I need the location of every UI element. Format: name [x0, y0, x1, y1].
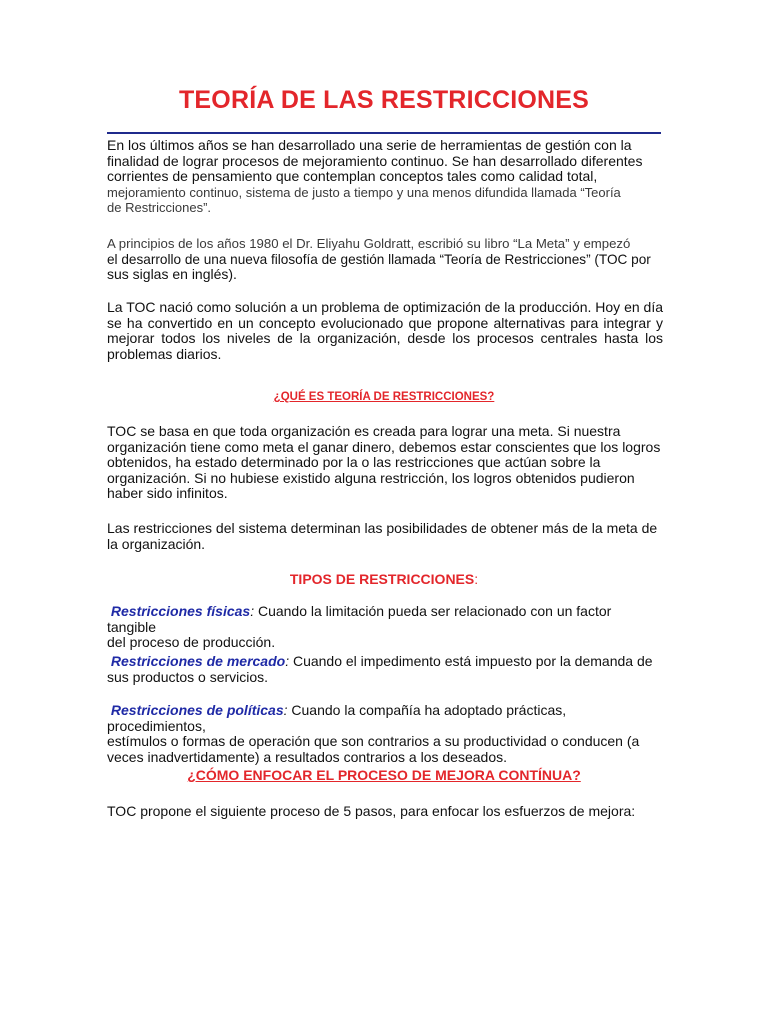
- physical-constraints-line-2: del proceso de producción.: [107, 634, 276, 651]
- policy-constraints-line-2: estímulos o formas de operación que son contrarios a su productividad o conducen (a: [107, 733, 640, 750]
- policy-constraints-line-3: veces inadvertidamente) a resultados contrarios a los deseados.: [107, 748, 507, 765]
- physical-constraints-line-1: [107, 604, 663, 635]
- policy-constraints-label: Restricciones de políticas: [110, 702, 284, 718]
- toc-basis-line-4: organización. Si no hubiese existido alguna restricción, los logros obtenidos pudieron: [107, 469, 635, 486]
- physical-constraints-text: Cuando la limitación pueda ser relacionado con un factor tangible: [107, 603, 612, 635]
- toc-basis-line-2: organización tiene como meta el ganar dinero, debemos estar conscientes que los logros: [107, 438, 661, 455]
- market-constraints-colon: :: [285, 653, 290, 669]
- policy-constraints-text: Cuando la compañía ha adoptado prácticas, procedimientos,: [107, 702, 567, 734]
- market-constraints-paragraph: [107, 654, 663, 685]
- policy-constraints-paragraph: [107, 703, 663, 765]
- intro-line-5: de Restricciones”.: [107, 200, 212, 216]
- market-constraints-text: Cuando el impedimento está impuesto por la demanda de: [289, 653, 653, 669]
- intro-line-1: En los últimos años se han desarrollado una serie de herramientas de gestión con la: [107, 137, 632, 153]
- heading-how-to-focus: ¿CÓMO ENFOCAR EL PROCESO DE MEJORA CONTÍNUA?: [187, 767, 581, 783]
- physical-constraints-colon: :: [250, 603, 255, 619]
- heading-constraint-types: [107, 571, 661, 587]
- policy-constraints-line-1: [107, 703, 663, 734]
- title-underline: [107, 132, 661, 134]
- system-constraints-line-2: la organización.: [107, 535, 206, 552]
- toc-basis-line-1: TOC se basa en que toda organización es creada para lograr una meta. Si nuestra: [107, 423, 621, 439]
- toc-basis-paragraph: [107, 424, 663, 502]
- market-constraints-line-2: sus productos o servicios.: [107, 668, 269, 685]
- history-line-1: A principios de los años 1980 el Dr. Eliyahu Goldratt, escribió su libro “La Meta” y empezó: [107, 236, 631, 251]
- physical-constraints-paragraph: [107, 604, 663, 651]
- history-paragraph: [107, 236, 663, 283]
- intro-line-3: corrientes de pensamiento que contemplan conceptos tales como calidad total,: [107, 168, 598, 185]
- history-line-2: el desarrollo de una nueva filosofía de gestión llamada “Teoría de Restricciones” (TOC por: [107, 251, 651, 267]
- policy-constraints-colon: :: [283, 702, 288, 718]
- intro-line-2: finalidad de lograr procesos de mejoramiento continuo. Se han desarrollado diferentes: [107, 152, 643, 169]
- heading-constraint-types-text: TIPOS DE RESTRICCIONES: [289, 571, 475, 587]
- physical-constraints-label: Restricciones físicas: [110, 603, 251, 619]
- heading-what-is-toc: ¿QUÉ ES TEORÍA DE RESTRICCIONES?: [273, 391, 495, 403]
- market-constraints-line-1: [107, 654, 663, 670]
- toc-origin-paragraph: La TOC nació como solución a un problema de optimización de la producción. Hoy en día se ha convertido en un concepto evolucionado que propone alternativas para integrar y mejorar todos los niveles de la organización, desde los procesos centrales hasta los problemas diarios.: [107, 299, 663, 362]
- page-title: TEORÍA DE LAS RESTRICCIONES: [178, 86, 590, 114]
- intro-line-4: mejoramiento continuo, sistema de justo a tiempo y una menos difundida llamada “Teoría: [107, 184, 621, 200]
- heading-constraint-types-colon: :: [474, 571, 479, 587]
- intro-paragraph: [107, 138, 663, 216]
- system-constraints-line-1: Las restricciones del sistema determinan las posibilidades de obtener más de la meta de: [107, 520, 658, 536]
- market-constraints-label: Restricciones de mercado: [110, 653, 286, 669]
- closing-paragraph: TOC propone el siguiente proceso de 5 pasos, para enfocar los esfuerzos de mejora:: [107, 803, 636, 819]
- toc-basis-line-3: obtenidos, ha estado determinado por la o las restricciones que actúan sobre la: [107, 454, 601, 471]
- history-line-3: sus siglas en inglés).: [107, 266, 237, 283]
- system-constraints-paragraph: [107, 521, 663, 552]
- toc-basis-line-5: haber sido infinitos.: [107, 485, 228, 502]
